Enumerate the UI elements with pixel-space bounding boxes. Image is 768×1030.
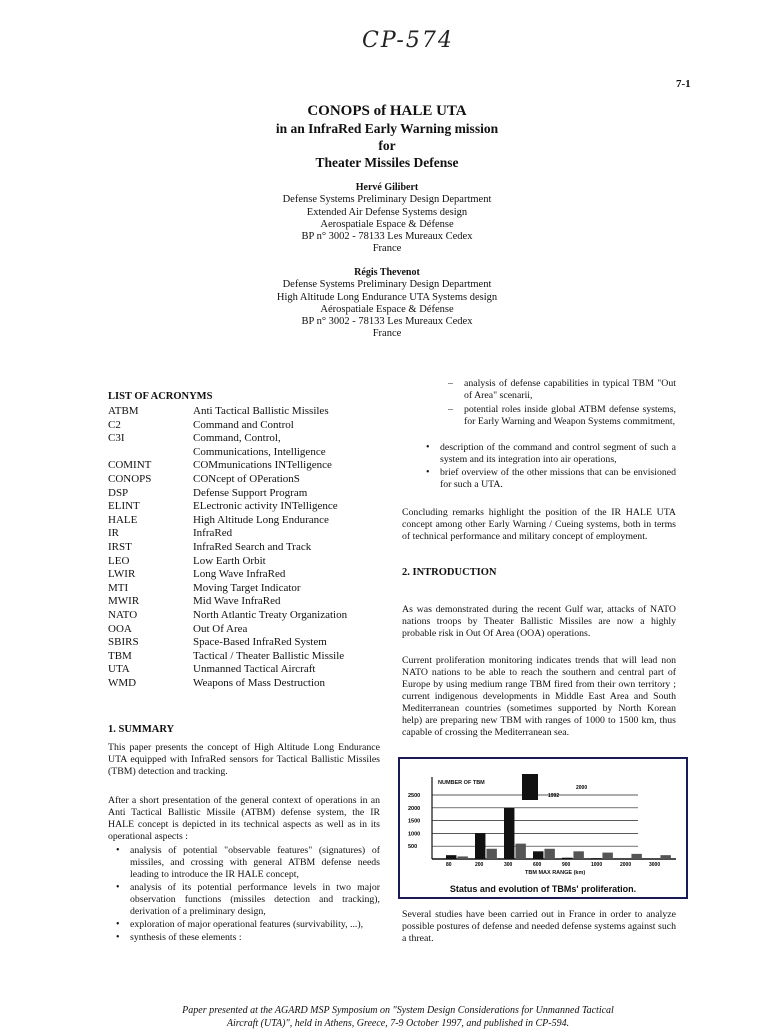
y-axis-label: NUMBER OF TBM [438, 780, 485, 786]
gridlines [432, 777, 676, 859]
acronym-value: High Altitude Long Endurance [193, 513, 329, 526]
acronym-key: NATO [108, 608, 138, 621]
right-bullets [418, 442, 676, 492]
acronym-row [108, 419, 380, 433]
y-tick-label: 1000 [408, 831, 421, 838]
legend-label: 2000 [576, 785, 588, 791]
author-affiliation: High Altitude Long Endurance UTA Systems design [276, 291, 498, 303]
x-tick-label: 200 [475, 862, 484, 868]
acronym-key: MWIR [108, 595, 140, 608]
title-line-3: for [378, 138, 396, 153]
page-number: 7-1 [676, 78, 691, 90]
acronym-value: Unmanned Tactical Aircraft [193, 663, 316, 676]
x-tick-label: 1000 [591, 862, 603, 868]
acronym-row [108, 663, 380, 677]
acronym-key: OOA [108, 622, 132, 635]
acronyms-heading: LIST OF ACRONYMS [108, 391, 213, 402]
acronym-value: Low Earth Orbit [193, 554, 266, 567]
x-tick-label: 900 [562, 862, 571, 868]
acronym-key: UTA [108, 663, 130, 676]
author-affiliation: BP n° 3002 - 78133 Les Mureaux Cedex [301, 316, 473, 328]
acronym-list [108, 405, 380, 690]
acronym-key: WMD [108, 676, 137, 689]
author-affiliation: Aerospatiale Espace & Défense [320, 218, 454, 230]
acronym-value: InfraRed [193, 527, 233, 540]
acronym-value: Weapons of Mass Destruction [193, 676, 326, 689]
bar-2000-300 [515, 844, 525, 859]
acronym-row [108, 623, 380, 637]
acronym-key: DSP [108, 486, 129, 499]
figure-caption: Status and evolution of TBMs' proliferation. [449, 884, 637, 894]
acronym-key: TBM [108, 649, 132, 662]
bar-2000-200 [486, 849, 496, 859]
bar-1992-3000 [649, 859, 659, 860]
dash-item: – analysis of defense capabilities in typical TBM "Out of Area" scenarii, [464, 378, 676, 402]
author-name: Hervé Gilibert [355, 182, 419, 193]
acronym-key: ATBM [108, 405, 139, 417]
footer-line-1: Paper presented at the AGARD MSP Symposium on "System Design Considerations for Unmanned Tactical [182, 1005, 614, 1016]
acronym-value: Space-Based InfraRed System [193, 636, 327, 649]
introduction-paragraph-3: Several studies have been carried out in France in order to analyze possible postures of defense and needed defense systems against such a threat. [402, 909, 676, 944]
bullet-item: • description of the command and control segment of such a system and its integration into air operations, [440, 442, 676, 466]
acronym-key: SBIRS [108, 636, 139, 649]
author-affiliation: Defense Systems Preliminary Design Department [282, 279, 492, 291]
acronym-row [108, 677, 380, 691]
acronym-value: Out Of Area [193, 622, 248, 635]
legend-swatch [522, 774, 538, 800]
acronym-key: LWIR [108, 568, 136, 581]
bullet-item: • brief overview of the other missions that can be envisioned for such a UTA. [440, 467, 676, 491]
bullet-item: • analysis of its potential performance levels in two major observation functions (missiles detection and tracking), derivation of a preliminary design, [130, 882, 380, 918]
legend [522, 774, 587, 800]
acronym-value: North Atlantic Treaty Organization [193, 608, 348, 621]
acronym-row [108, 446, 380, 460]
bar-1992-900 [562, 858, 572, 859]
legend-label: 1992 [548, 793, 560, 799]
author-affiliation: Extended Air Defense Systems design [306, 206, 468, 218]
summary-heading: 1. SUMMARY [108, 724, 175, 735]
acronym-key: C2 [108, 418, 121, 431]
acronym-row [108, 582, 380, 596]
acronym-value: Command and Control [193, 418, 294, 431]
x-tick-label: 80 [446, 862, 452, 868]
bar-1992-1000 [591, 858, 601, 859]
acronym-row [108, 500, 380, 514]
acronym-row [108, 527, 380, 541]
footer-note [108, 1004, 688, 1030]
acronym-row [108, 650, 380, 664]
x-tick-label: 300 [504, 862, 513, 868]
bar-2000-3000 [660, 855, 670, 859]
acronym-key: ELINT [108, 500, 140, 513]
bar-1992-600 [533, 851, 543, 859]
bar-2000-80 [457, 856, 467, 859]
acronym-value: Tactical / Theater Ballistic Missile [193, 649, 345, 662]
acronym-value: Defense Support Program [193, 486, 308, 499]
bullet-item: • exploration of major operational features (survivability, ...), [130, 919, 380, 931]
acronym-row [108, 405, 380, 419]
acronym-value: Command, Control, [193, 432, 281, 445]
y-ticks [408, 793, 420, 850]
author-affiliation: BP n° 3002 - 78133 Les Mureaux Cedex [301, 231, 473, 243]
acronym-key: CONOPS [108, 472, 152, 485]
acronym-row [108, 514, 380, 528]
bullet-item: • analysis of potential "observable features" (signatures) of missiles, and crossing with general ATBM defense needs leading to introduce the IR HALE concept, [130, 845, 380, 881]
acronym-row [108, 636, 380, 650]
bullet-item: • synthesis of these elements : [130, 932, 380, 944]
introduction-paragraph-1: As was demonstrated during the recent Gulf war, attacks of NATO nations troops by Theater Ballistic Missiles are now a highly probable risk in Out Of Area (OOA) operations. [402, 604, 676, 639]
sub-bullets [448, 378, 676, 430]
y-tick-label: 500 [408, 844, 418, 851]
acronym-value: Moving Target Indicator [193, 581, 301, 594]
x-axis-label: TBM MAX RANGE (km) [525, 870, 586, 876]
acronym-key [108, 446, 193, 460]
bar-1992-300 [504, 808, 514, 859]
acronym-row [108, 487, 380, 501]
handwritten-annotation: CP-574 [362, 28, 454, 53]
acronym-value: InfraRed Search and Track [193, 540, 312, 553]
acronym-row [108, 609, 380, 623]
x-tick-label: 3000 [649, 862, 661, 868]
introduction-paragraph-2: Current proliferation monitoring indicates trends that will lead non NATO nations to be able to reach the southern and central part of Europe by using medium range TBM fired from their own territory ; current indigenous developments in Middle East Area and South Mediterranean countries (sometimes supported by North Korean help) are preparing new TBM with ranges of 1000 to 1500 km, thus capable of crossing the Mediterranean sea. [402, 655, 676, 738]
y-tick-label: 2500 [408, 793, 421, 799]
summary-bullets [108, 845, 380, 945]
author-block-2 [230, 267, 544, 341]
acronym-key: LEO [108, 554, 130, 567]
acronym-row [108, 555, 380, 569]
title-line-4: Theater Missiles Defense [315, 155, 459, 170]
title-line-2: in an InfraRed Early Warning mission [275, 121, 499, 136]
acronym-row [108, 595, 380, 609]
bar-1992-80 [446, 855, 456, 859]
acronym-row [108, 459, 380, 473]
author-name: Régis Thevenot [354, 267, 420, 278]
x-tick-labels [446, 862, 660, 868]
acronym-key: C3I [108, 432, 125, 445]
acronym-key: COMINT [108, 459, 152, 472]
author-affiliation: Aérospatiale Espace & Défense [320, 303, 454, 315]
concluding-paragraph: Concluding remarks highlight the position of the IR HALE UTA concept among other Early Warning / Cueing systems, both in terms of technical performance and military concept of employment. [402, 507, 676, 542]
acronym-row [108, 473, 380, 487]
summary-paragraph-2: After a short presentation of the general context of operations in an Anti Tactical Ballistic Missile (ATBM) defense system, the IR HALE concept is depicted in its technical aspects as well as in its operational aspects : [108, 795, 380, 842]
acronym-value: Communications, Intelligence [193, 445, 326, 458]
y-tick-label: 2000 [408, 805, 421, 812]
bar-2000-600 [544, 849, 554, 859]
acronym-key: IR [108, 527, 119, 540]
bar-2000-1000 [602, 853, 612, 859]
bar-2000-2000 [631, 854, 641, 859]
acronym-row [108, 541, 380, 555]
acronym-value: Anti Tactical Ballistic Missiles [193, 405, 329, 417]
acronym-value: Long Wave InfraRed [193, 568, 286, 581]
acronym-key: HALE [108, 513, 138, 526]
acronym-value: Mid Wave InfraRed [193, 595, 281, 608]
summary-paragraph-1: This paper presents the concept of High Altitude Long Endurance UTA equipped with InfraRed sensors for Tactical Ballistic Missiles (TBM) detection and tracking. [108, 742, 380, 777]
bar-2000-900 [573, 851, 583, 859]
author-block-1 [230, 182, 544, 256]
acronym-key: MTI [108, 581, 129, 594]
author-affiliation: Defense Systems Preliminary Design Department [282, 194, 492, 206]
title-line-1: CONOPS of HALE UTA [307, 103, 467, 119]
tbm-proliferation-chart [400, 759, 686, 881]
x-tick-label: 600 [533, 862, 542, 868]
introduction-heading: 2. INTRODUCTION [402, 567, 497, 578]
acronym-value: ELectronic activity INTelligence [193, 500, 338, 513]
y-tick-label: 1500 [408, 818, 421, 825]
acronym-value: COMmunications INTelligence [193, 459, 332, 472]
x-tick-label: 2000 [620, 862, 632, 868]
bar-1992-200 [475, 833, 485, 859]
acronym-key: IRST [108, 540, 132, 553]
paper-title [200, 103, 574, 171]
author-affiliation: France [372, 243, 402, 255]
footer-line-2: Aircraft (UTA)", held in Athens, Greece, 7-9 October 1997, and published in CP-594. [226, 1018, 570, 1029]
acronym-value: CONcept of OPerationS [193, 472, 300, 485]
acronym-row [108, 568, 380, 582]
figure-box [398, 757, 688, 899]
dash-item: – potential roles inside global ATBM defense systems, for Early Warning and Weapon Systems commitment, [464, 404, 676, 428]
author-affiliation: France [372, 328, 402, 340]
bar-1992-2000 [620, 858, 630, 859]
acronym-row [108, 432, 380, 446]
